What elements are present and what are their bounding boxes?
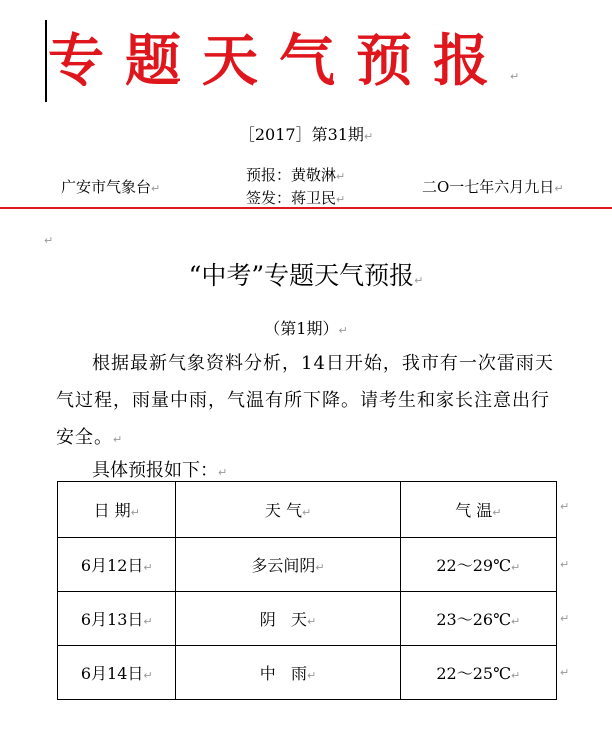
cell-weather-text: 阴 天 bbox=[259, 610, 308, 629]
paragraph-mark: ↵ bbox=[414, 274, 424, 287]
cell-weather-text: 多云间阴 bbox=[251, 556, 316, 575]
paragraph-mark: ↵ bbox=[143, 669, 153, 682]
cell-temperature bbox=[400, 592, 556, 646]
header-temperature bbox=[400, 482, 556, 538]
row-end-mark: ↵ bbox=[560, 666, 570, 679]
cell-temperature bbox=[400, 646, 556, 700]
cell-weather-text: 中 雨 bbox=[259, 664, 308, 683]
issue-date bbox=[422, 176, 564, 197]
cell-weather bbox=[176, 592, 400, 646]
cell-date bbox=[58, 592, 176, 646]
header-weather-text: 天 气 bbox=[264, 501, 302, 520]
paragraph-mark: ↵ bbox=[113, 433, 123, 446]
period-number-text: （第1期） bbox=[264, 319, 339, 338]
issue-date-text: 二O一七年六月九日 bbox=[422, 178, 555, 196]
table-row bbox=[58, 592, 557, 646]
forecast-paragraph bbox=[56, 345, 566, 458]
cell-date-text: 6月13日 bbox=[80, 610, 144, 629]
row-end-mark: ↵ bbox=[560, 612, 570, 625]
row-end-mark: ↵ bbox=[560, 558, 570, 571]
forecaster-line bbox=[246, 164, 345, 185]
row-end-mark: ↵ bbox=[560, 500, 570, 513]
forecast-paragraph-text: 根据最新气象资料分析，14日开始，我市有一次雷雨天气过程，雨量中雨，气温有所下降。请考生和家长注意出行安全。 bbox=[56, 353, 554, 448]
document-title-text: 专题天气预报 bbox=[48, 29, 510, 94]
paragraph-mark: ↵ bbox=[336, 193, 346, 206]
paragraph-mark: ↵ bbox=[336, 170, 346, 183]
organization bbox=[61, 176, 160, 197]
paragraph-mark: ↵ bbox=[315, 561, 325, 574]
header-weather bbox=[176, 482, 400, 538]
cell-temperature-text: 22～29℃ bbox=[436, 556, 511, 575]
table-header-row bbox=[58, 482, 557, 538]
approver-name: 蒋卫民 bbox=[291, 189, 337, 207]
forecast-table bbox=[57, 481, 557, 700]
paragraph-mark: ↵ bbox=[44, 234, 54, 247]
approver-line bbox=[246, 187, 345, 208]
table-row bbox=[58, 538, 557, 592]
organization-text: 广安市气象台 bbox=[61, 178, 152, 196]
header-date bbox=[58, 482, 176, 538]
paragraph-mark: ↵ bbox=[338, 324, 348, 337]
paragraph-mark: ↵ bbox=[554, 182, 564, 195]
paragraph-mark: ↵ bbox=[492, 506, 502, 519]
forecast-intro-text: 具体预报如下： bbox=[92, 460, 218, 481]
document-title bbox=[48, 22, 608, 102]
header-temperature-text: 气 温 bbox=[455, 501, 493, 520]
period-number bbox=[0, 316, 612, 339]
paragraph-mark: ↵ bbox=[143, 615, 153, 628]
cell-weather bbox=[176, 646, 400, 700]
cell-date bbox=[58, 646, 176, 700]
header-date-text: 日 期 bbox=[93, 501, 131, 520]
cell-temperature bbox=[400, 538, 556, 592]
text-cursor bbox=[45, 20, 47, 102]
forecast-intro bbox=[92, 456, 227, 482]
cell-weather bbox=[176, 538, 400, 592]
table-row bbox=[58, 646, 557, 700]
forecaster-label: 预报： bbox=[246, 166, 292, 184]
paragraph-mark: ↵ bbox=[510, 669, 521, 682]
forecaster-name: 黄敬淋 bbox=[291, 166, 337, 184]
cell-date-text: 6月12日 bbox=[80, 556, 144, 575]
paragraph-mark: ↵ bbox=[143, 561, 153, 574]
paragraph-mark: ↵ bbox=[510, 615, 521, 628]
paragraph-mark: ↵ bbox=[130, 506, 140, 519]
paragraph-mark: ↵ bbox=[301, 506, 312, 519]
approver-label: 签发： bbox=[246, 189, 292, 207]
red-separator-line bbox=[0, 207, 612, 209]
cell-date-text: 6月14日 bbox=[80, 664, 144, 683]
forecast-title-text: “中考”专题天气预报 bbox=[188, 261, 415, 290]
issue-number bbox=[0, 122, 612, 145]
forecast-title bbox=[0, 256, 612, 292]
paragraph-mark: ↵ bbox=[307, 615, 317, 628]
cell-temperature-text: 23～26℃ bbox=[436, 610, 511, 629]
paragraph-mark: ↵ bbox=[218, 466, 228, 479]
paragraph-mark: ↵ bbox=[363, 130, 374, 143]
paragraph-mark: ↵ bbox=[510, 70, 520, 83]
paragraph-mark: ↵ bbox=[510, 561, 521, 574]
paragraph-mark: ↵ bbox=[307, 669, 317, 682]
paragraph-mark: ↵ bbox=[151, 182, 161, 195]
issue-number-text: ［2017］第31期 bbox=[238, 125, 364, 144]
cell-temperature-text: 22～25℃ bbox=[436, 664, 511, 683]
cell-date bbox=[58, 538, 176, 592]
